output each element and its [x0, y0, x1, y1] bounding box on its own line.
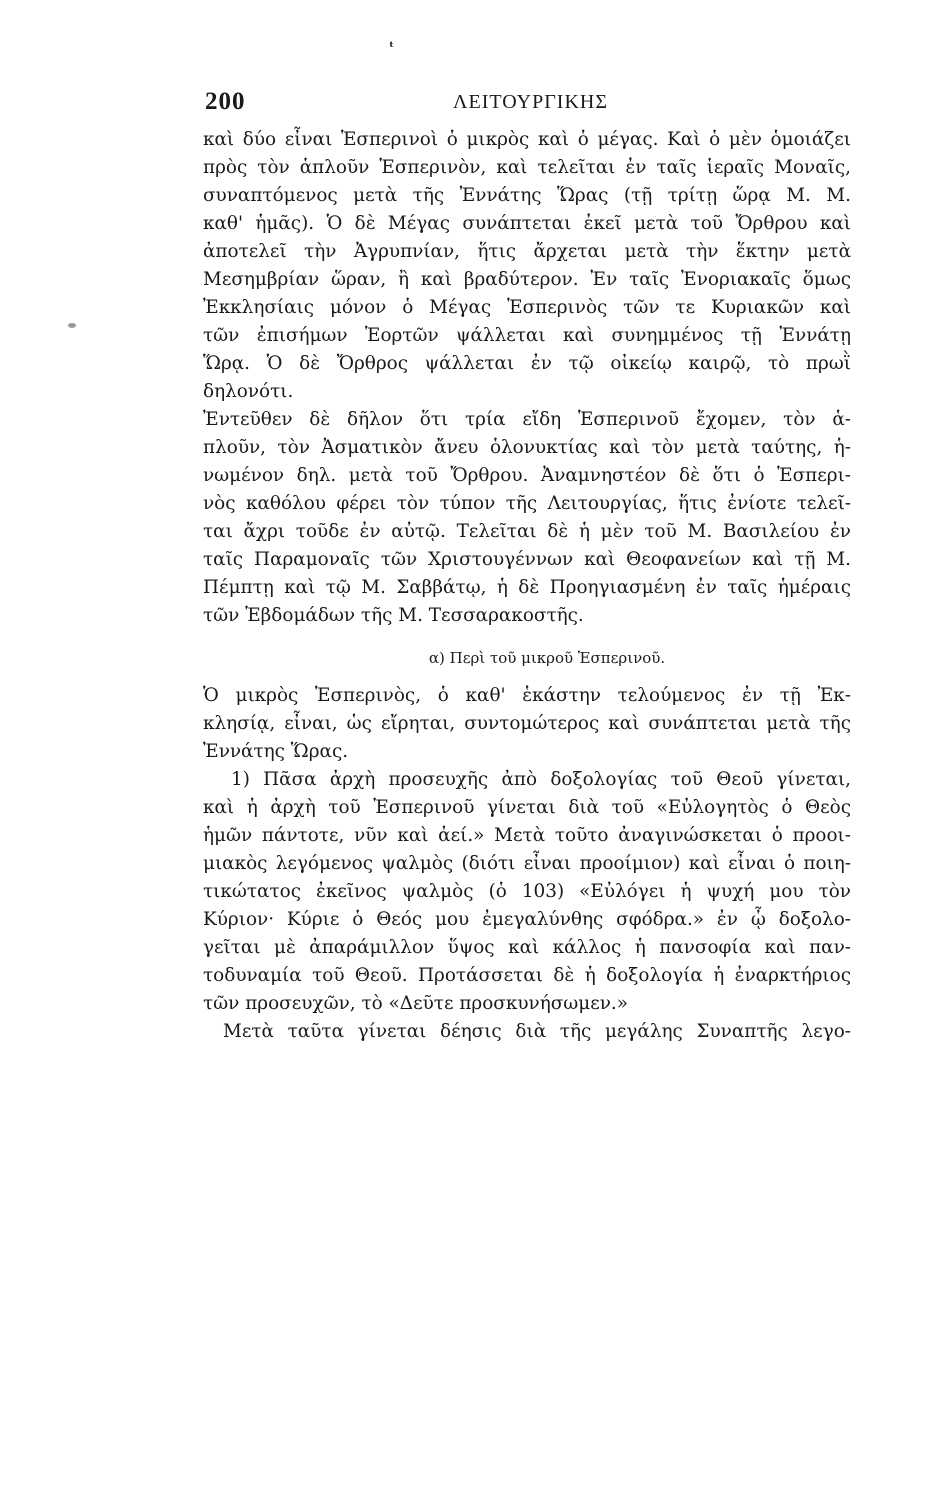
- text-line: τικώτατος ἐκεῖνος ψαλμὸς (ὁ 103) «Εὐλόγει ἡ ψυχή μου τὸν: [203, 881, 851, 902]
- text-line: τοδυναμία τοῦ Θεοῦ. Προτάσσεται δὲ ἡ δοξολογία ἡ ἐναρκτήριος: [203, 965, 851, 986]
- page-number: 200: [205, 88, 246, 115]
- text-line: Ἐννάτης Ὥρας.: [203, 741, 349, 762]
- text-line: κλησίᾳ, εἶναι, ὡς εἴρηται, συντομώτερος καὶ συνάπτεται μετὰ τῆς: [203, 713, 851, 734]
- text-line: Πέμπτῃ καὶ τῷ Μ. Σαββάτῳ, ἡ δὲ Προηγιασμένη ἐν ταῖς ἡμέραις: [203, 577, 851, 598]
- text-line: καθ' ἡμᾶς). Ὁ δὲ Μέγας συνάπτεται ἐκεῖ μετὰ τοῦ Ὄρθρου καὶ: [203, 213, 851, 234]
- text-line: τῶν προσευχῶν, τὸ «Δεῦτε προσκυνήσωμεν.»: [203, 993, 629, 1014]
- stray-mark: ᵗ: [389, 40, 395, 56]
- text-line: δηλονότι.: [203, 381, 294, 402]
- page-header: [205, 88, 625, 118]
- text-line: τῶν Ἑβδομάδων τῆς Μ. Τεσσαρακοστῆς.: [203, 605, 584, 626]
- text-line: μιακὸς λεγόμενος ψαλμὸς (διότι εἶναι προοίμιον) καὶ εἶναι ὁ ποιη-: [203, 853, 851, 874]
- text-line: καὶ ἡ ἀρχὴ τοῦ Ἑσπερινοῦ γίνεται διὰ τοῦ «Εὐλογητὸς ὁ Θεὸς: [203, 797, 851, 818]
- text-line: Ἐκκλησίαις μόνον ὁ Μέγας Ἑσπερινὸς τῶν τε Κυριακῶν καὶ: [203, 297, 851, 318]
- text-line: γεῖται μὲ ἀπαράμιλλον ὕψος καὶ κάλλος ἡ πανσοφία καὶ παν-: [203, 937, 851, 958]
- text-line: ται ἄχρι τοῦδε ἐν αὐτῷ. Τελεῖται δὲ ἡ μὲν τοῦ Μ. Βασιλείου ἐν: [203, 521, 851, 542]
- text-line: Ἐντεῦθεν δὲ δῆλον ὅτι τρία εἴδη Ἑσπερινοῦ ἔχομεν, τὸν ἁ-: [203, 409, 851, 430]
- text-line: πρὸς τὸν ἁπλοῦν Ἑσπερινὸν, καὶ τελεῖται ἐν ταῖς ἱεραῖς Μοναῖς,: [203, 157, 851, 178]
- section-subheading: α) Περὶ τοῦ μικροῦ Ἑσπερινοῦ.: [428, 649, 666, 667]
- text-line: Μετὰ ταῦτα γίνεται δέησις διὰ τῆς μεγάλης Συναπτῆς λεγο-: [223, 1021, 851, 1042]
- text-line: ἀποτελεῖ τὴν Ἀγρυπνίαν, ἥτις ἄρχεται μετὰ τὴν ἕκτην μετὰ: [203, 241, 851, 262]
- text-line: πλοῦν, τὸν Ἀσματικὸν ἄνευ ὁλονυκτίας καὶ τὸν μετὰ ταύτης, ἡ-: [203, 437, 851, 458]
- text-line: Ὥρᾳ. Ὁ δὲ Ὄρθρος ψάλλεται ἐν τῷ οἰκείῳ καιρῷ, τὸ πρωῒ: [203, 353, 851, 374]
- body-text: [203, 126, 851, 1046]
- text-line: νὸς καθόλου φέρει τὸν τύπον τῆς Λειτουργίας, ἥτις ἐνίοτε τελεῖ-: [203, 493, 851, 514]
- text-line: ταῖς Παραμοναῖς τῶν Χριστουγέννων καὶ Θεοφανείων καὶ τῇ Μ.: [203, 549, 851, 570]
- text-line: τῶν ἐπισήμων Ἑορτῶν ψάλλεται καὶ συνημμένος τῇ Ἐννάτῃ: [203, 325, 851, 346]
- text-line: Μεσημβρίαν ὥραν, ἢ καὶ βραδύτερον. Ἐν ταῖς Ἐνοριακαῖς ὅμως: [203, 269, 851, 290]
- text-line: καὶ δύο εἶναι Ἑσπερινοὶ ὁ μικρὸς καὶ ὁ μέγας. Καὶ ὁ μὲν ὁμοιάζει: [203, 129, 851, 150]
- text-line: νωμένον δηλ. μετὰ τοῦ Ὄρθρου. Ἀναμνηστέον δὲ ὅτι ὁ Ἑσπερι-: [203, 465, 851, 486]
- running-title: ΛΕΙΤΟΥΡΓΙΚΗΣ: [453, 91, 608, 113]
- text-line: 1) Πᾶσα ἀρχὴ προσευχῆς ἀπὸ δοξολογίας τοῦ Θεοῦ γίνεται,: [231, 769, 851, 790]
- text-line: συναπτόμενος μετὰ τῆς Ἐννάτης Ὥρας (τῇ τρίτῃ ὥρᾳ Μ. Μ.: [203, 185, 851, 206]
- margin-blemish: [68, 323, 76, 328]
- text-line: ἡμῶν πάντοτε, νῦν καὶ ἀεί.» Μετὰ τοῦτο ἀναγινώσκεται ὁ προοι-: [203, 825, 851, 846]
- text-line: Ὁ μικρὸς Ἑσπερινὸς, ὁ καθ' ἑκάστην τελούμενος ἐν τῇ Ἐκ-: [203, 685, 851, 706]
- text-line: Κύριον· Κύριε ὁ Θεός μου ἐμεγαλύνθης σφόδρα.» ἐν ᾧ δοξολο-: [203, 909, 851, 930]
